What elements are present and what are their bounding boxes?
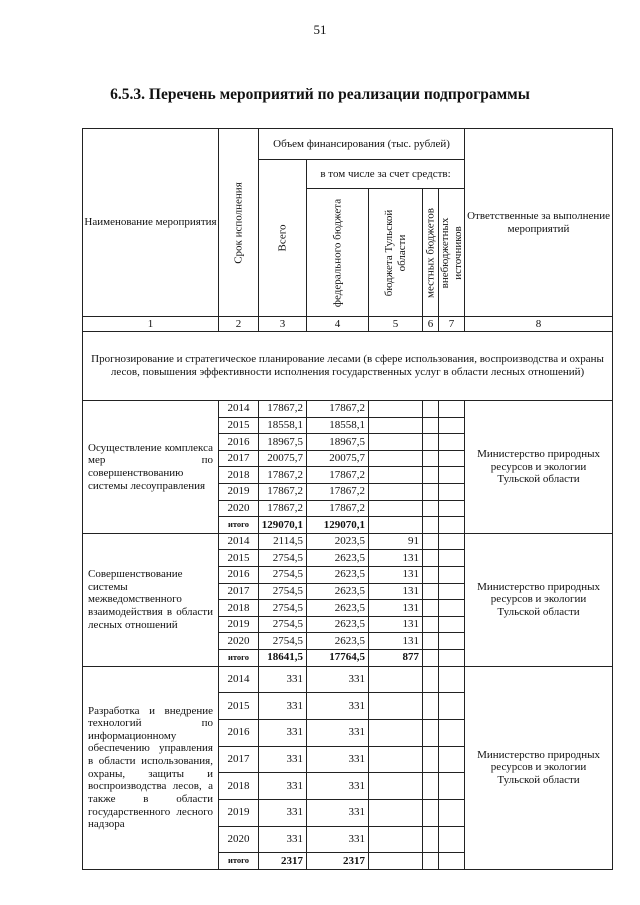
federal-cell: 17867,2 [307, 401, 369, 418]
year-cell: 2016 [219, 719, 259, 746]
total-cell: 331 [259, 719, 307, 746]
federal-cell: 331 [307, 666, 369, 693]
extrabudget-cell [439, 450, 465, 467]
federal-cell: 331 [307, 773, 369, 800]
total-cell: 18967,5 [259, 434, 307, 451]
local-cell [423, 434, 439, 451]
total-cell: 331 [259, 693, 307, 720]
federal-cell: 331 [307, 719, 369, 746]
activity-name: Разработка и внедрение технологий по информационному обеспечению управления в области использования, охраны, защиты и воспроизводства лесов, а также в области государственного лесного надзора [83, 666, 219, 869]
regional-cell [369, 401, 423, 418]
total-cell: 17867,2 [259, 467, 307, 484]
year-cell: 2016 [219, 566, 259, 583]
extrabudget-cell [439, 483, 465, 500]
federal-cell: 2623,5 [307, 600, 369, 617]
total-cell: 331 [259, 666, 307, 693]
extrabudget-cell [439, 649, 465, 666]
total-cell: 17867,2 [259, 483, 307, 500]
local-cell [423, 467, 439, 484]
header-federal-cell [307, 189, 369, 317]
local-cell [423, 633, 439, 650]
federal-cell: 18967,5 [307, 434, 369, 451]
extrabudget-cell [439, 616, 465, 633]
year-cell: 2020 [219, 633, 259, 650]
column-number: 3 [259, 317, 307, 332]
extrabudget-cell [439, 566, 465, 583]
total-cell: 2754,5 [259, 583, 307, 600]
total-label: итого [219, 517, 259, 534]
total-cell: 2114,5 [259, 533, 307, 550]
header-extrabudget: внебюджетных источников [438, 217, 464, 288]
regional-cell [369, 434, 423, 451]
federal-cell: 331 [307, 799, 369, 826]
total-cell: 331 [259, 746, 307, 773]
total-cell: 2754,5 [259, 550, 307, 567]
total-cell: 18641,5 [259, 649, 307, 666]
federal-cell: 331 [307, 826, 369, 853]
total-cell: 2754,5 [259, 566, 307, 583]
year-cell: 2014 [219, 401, 259, 418]
federal-cell: 2317 [307, 853, 369, 870]
federal-cell: 2623,5 [307, 633, 369, 650]
table-row [83, 666, 613, 693]
header-total-cell [259, 160, 307, 317]
local-cell [423, 401, 439, 418]
regional-cell [369, 746, 423, 773]
column-number: 7 [439, 317, 465, 332]
header-funding: Объем финансирования (тыс. рублей) [259, 129, 465, 160]
section-row [83, 332, 613, 401]
section-title: Прогнозирование и стратегическое планирование лесами (в сфере использования, воспроизводства и охраны лесов, повышения эффективности исполнения государственных услуг в области лесных отношений) [83, 332, 613, 401]
header-federal: федерального бюджета [330, 198, 343, 307]
page-number: 51 [313, 22, 327, 37]
regional-cell: 91 [369, 533, 423, 550]
regional-cell [369, 500, 423, 517]
federal-cell: 17867,2 [307, 467, 369, 484]
year-cell: 2015 [219, 550, 259, 567]
local-cell [423, 450, 439, 467]
extrabudget-cell [439, 434, 465, 451]
page-title: 6.5.3. Перечень мероприятий по реализации подпрограммы [110, 86, 530, 103]
local-cell [423, 500, 439, 517]
federal-cell: 20075,7 [307, 450, 369, 467]
extrabudget-cell [439, 853, 465, 870]
regional-cell [369, 799, 423, 826]
column-number: 6 [423, 317, 439, 332]
column-number: 8 [465, 317, 613, 332]
year-cell: 2017 [219, 583, 259, 600]
regional-cell [369, 853, 423, 870]
total-cell: 17867,2 [259, 401, 307, 418]
year-cell: 2017 [219, 746, 259, 773]
local-cell [423, 566, 439, 583]
regional-cell: 131 [369, 550, 423, 567]
header-local-cell [423, 189, 439, 317]
year-cell: 2019 [219, 483, 259, 500]
responsible-cell: Министерство природных ресурсов и экологии Тульской области [465, 533, 613, 666]
federal-cell: 129070,1 [307, 517, 369, 534]
regional-cell: 877 [369, 649, 423, 666]
federal-cell: 17867,2 [307, 500, 369, 517]
regional-cell [369, 693, 423, 720]
total-cell: 331 [259, 826, 307, 853]
responsible-cell: Министерство природных ресурсов и экологии Тульской области [465, 401, 613, 534]
extrabudget-cell [439, 600, 465, 617]
regional-cell [369, 517, 423, 534]
year-cell: 2020 [219, 500, 259, 517]
extrabudget-cell [439, 583, 465, 600]
year-cell: 2020 [219, 826, 259, 853]
header-term-cell [219, 129, 259, 317]
header-name: Наименование мероприятия [83, 129, 219, 317]
header-term: Срок исполнения [231, 181, 244, 264]
local-cell [423, 693, 439, 720]
header-local: местных бюджетов [423, 207, 436, 298]
regional-cell [369, 483, 423, 500]
federal-cell: 2623,5 [307, 566, 369, 583]
total-cell: 20075,7 [259, 450, 307, 467]
header-responsible: Ответственные за выполнение мероприятий [465, 129, 613, 317]
activity-name: Осуществление комплекса мер по совершенствованию системы лесоуправления [83, 401, 219, 534]
extrabudget-cell [439, 517, 465, 534]
federal-cell: 17867,2 [307, 483, 369, 500]
extrabudget-cell [439, 633, 465, 650]
federal-cell: 2023,5 [307, 533, 369, 550]
total-cell: 2754,5 [259, 600, 307, 617]
regional-cell [369, 719, 423, 746]
total-cell: 2754,5 [259, 616, 307, 633]
header-extrabudget-cell [439, 189, 465, 317]
year-cell: 2017 [219, 450, 259, 467]
regional-cell [369, 467, 423, 484]
year-cell: 2019 [219, 616, 259, 633]
extrabudget-cell [439, 533, 465, 550]
local-cell [423, 600, 439, 617]
regional-cell: 131 [369, 633, 423, 650]
local-cell [423, 746, 439, 773]
local-cell [423, 666, 439, 693]
regional-cell [369, 773, 423, 800]
activities-table [82, 128, 613, 870]
local-cell [423, 517, 439, 534]
local-cell [423, 826, 439, 853]
local-cell [423, 853, 439, 870]
column-number: 2 [219, 317, 259, 332]
extrabudget-cell [439, 666, 465, 693]
extrabudget-cell [439, 693, 465, 720]
local-cell [423, 483, 439, 500]
regional-cell [369, 417, 423, 434]
total-cell: 17867,2 [259, 500, 307, 517]
column-numbers-row [83, 317, 613, 332]
year-cell: 2018 [219, 773, 259, 800]
year-cell: 2015 [219, 417, 259, 434]
year-cell: 2014 [219, 666, 259, 693]
total-cell: 331 [259, 799, 307, 826]
year-cell: 2016 [219, 434, 259, 451]
regional-cell [369, 826, 423, 853]
header-including: в том числе за счет средств: [307, 160, 465, 189]
header-regional: бюджета Тульской области [382, 209, 408, 296]
year-cell: 2018 [219, 467, 259, 484]
local-cell [423, 550, 439, 567]
table-row [83, 401, 613, 418]
local-cell [423, 583, 439, 600]
total-label: итого [219, 649, 259, 666]
local-cell [423, 649, 439, 666]
federal-cell: 18558,1 [307, 417, 369, 434]
extrabudget-cell [439, 500, 465, 517]
local-cell [423, 799, 439, 826]
total-cell: 331 [259, 773, 307, 800]
table-row [83, 533, 613, 550]
extrabudget-cell [439, 467, 465, 484]
regional-cell [369, 450, 423, 467]
header-regional-cell [369, 189, 423, 317]
local-cell [423, 719, 439, 746]
year-cell: 2019 [219, 799, 259, 826]
federal-cell: 2623,5 [307, 550, 369, 567]
column-number: 5 [369, 317, 423, 332]
total-cell: 18558,1 [259, 417, 307, 434]
federal-cell: 331 [307, 693, 369, 720]
extrabudget-cell [439, 773, 465, 800]
extrabudget-cell [439, 550, 465, 567]
year-cell: 2018 [219, 600, 259, 617]
extrabudget-cell [439, 799, 465, 826]
total-label: итого [219, 853, 259, 870]
total-cell: 2754,5 [259, 633, 307, 650]
local-cell [423, 616, 439, 633]
regional-cell: 131 [369, 616, 423, 633]
extrabudget-cell [439, 401, 465, 418]
total-cell: 2317 [259, 853, 307, 870]
regional-cell [369, 666, 423, 693]
header-total: Всего [275, 224, 288, 252]
total-cell: 129070,1 [259, 517, 307, 534]
federal-cell: 331 [307, 746, 369, 773]
responsible-cell: Министерство природных ресурсов и экологии Тульской области [465, 666, 613, 869]
federal-cell: 2623,5 [307, 583, 369, 600]
federal-cell: 2623,5 [307, 616, 369, 633]
regional-cell: 131 [369, 566, 423, 583]
extrabudget-cell [439, 417, 465, 434]
local-cell [423, 533, 439, 550]
local-cell [423, 417, 439, 434]
regional-cell: 131 [369, 600, 423, 617]
local-cell [423, 773, 439, 800]
extrabudget-cell [439, 719, 465, 746]
column-number: 1 [83, 317, 219, 332]
extrabudget-cell [439, 826, 465, 853]
year-cell: 2015 [219, 693, 259, 720]
year-cell: 2014 [219, 533, 259, 550]
extrabudget-cell [439, 746, 465, 773]
regional-cell: 131 [369, 583, 423, 600]
column-number: 4 [307, 317, 369, 332]
activity-name: Совершенствование системы межведомственного взаимодействия в области лесных отношений [83, 533, 219, 666]
federal-cell: 17764,5 [307, 649, 369, 666]
